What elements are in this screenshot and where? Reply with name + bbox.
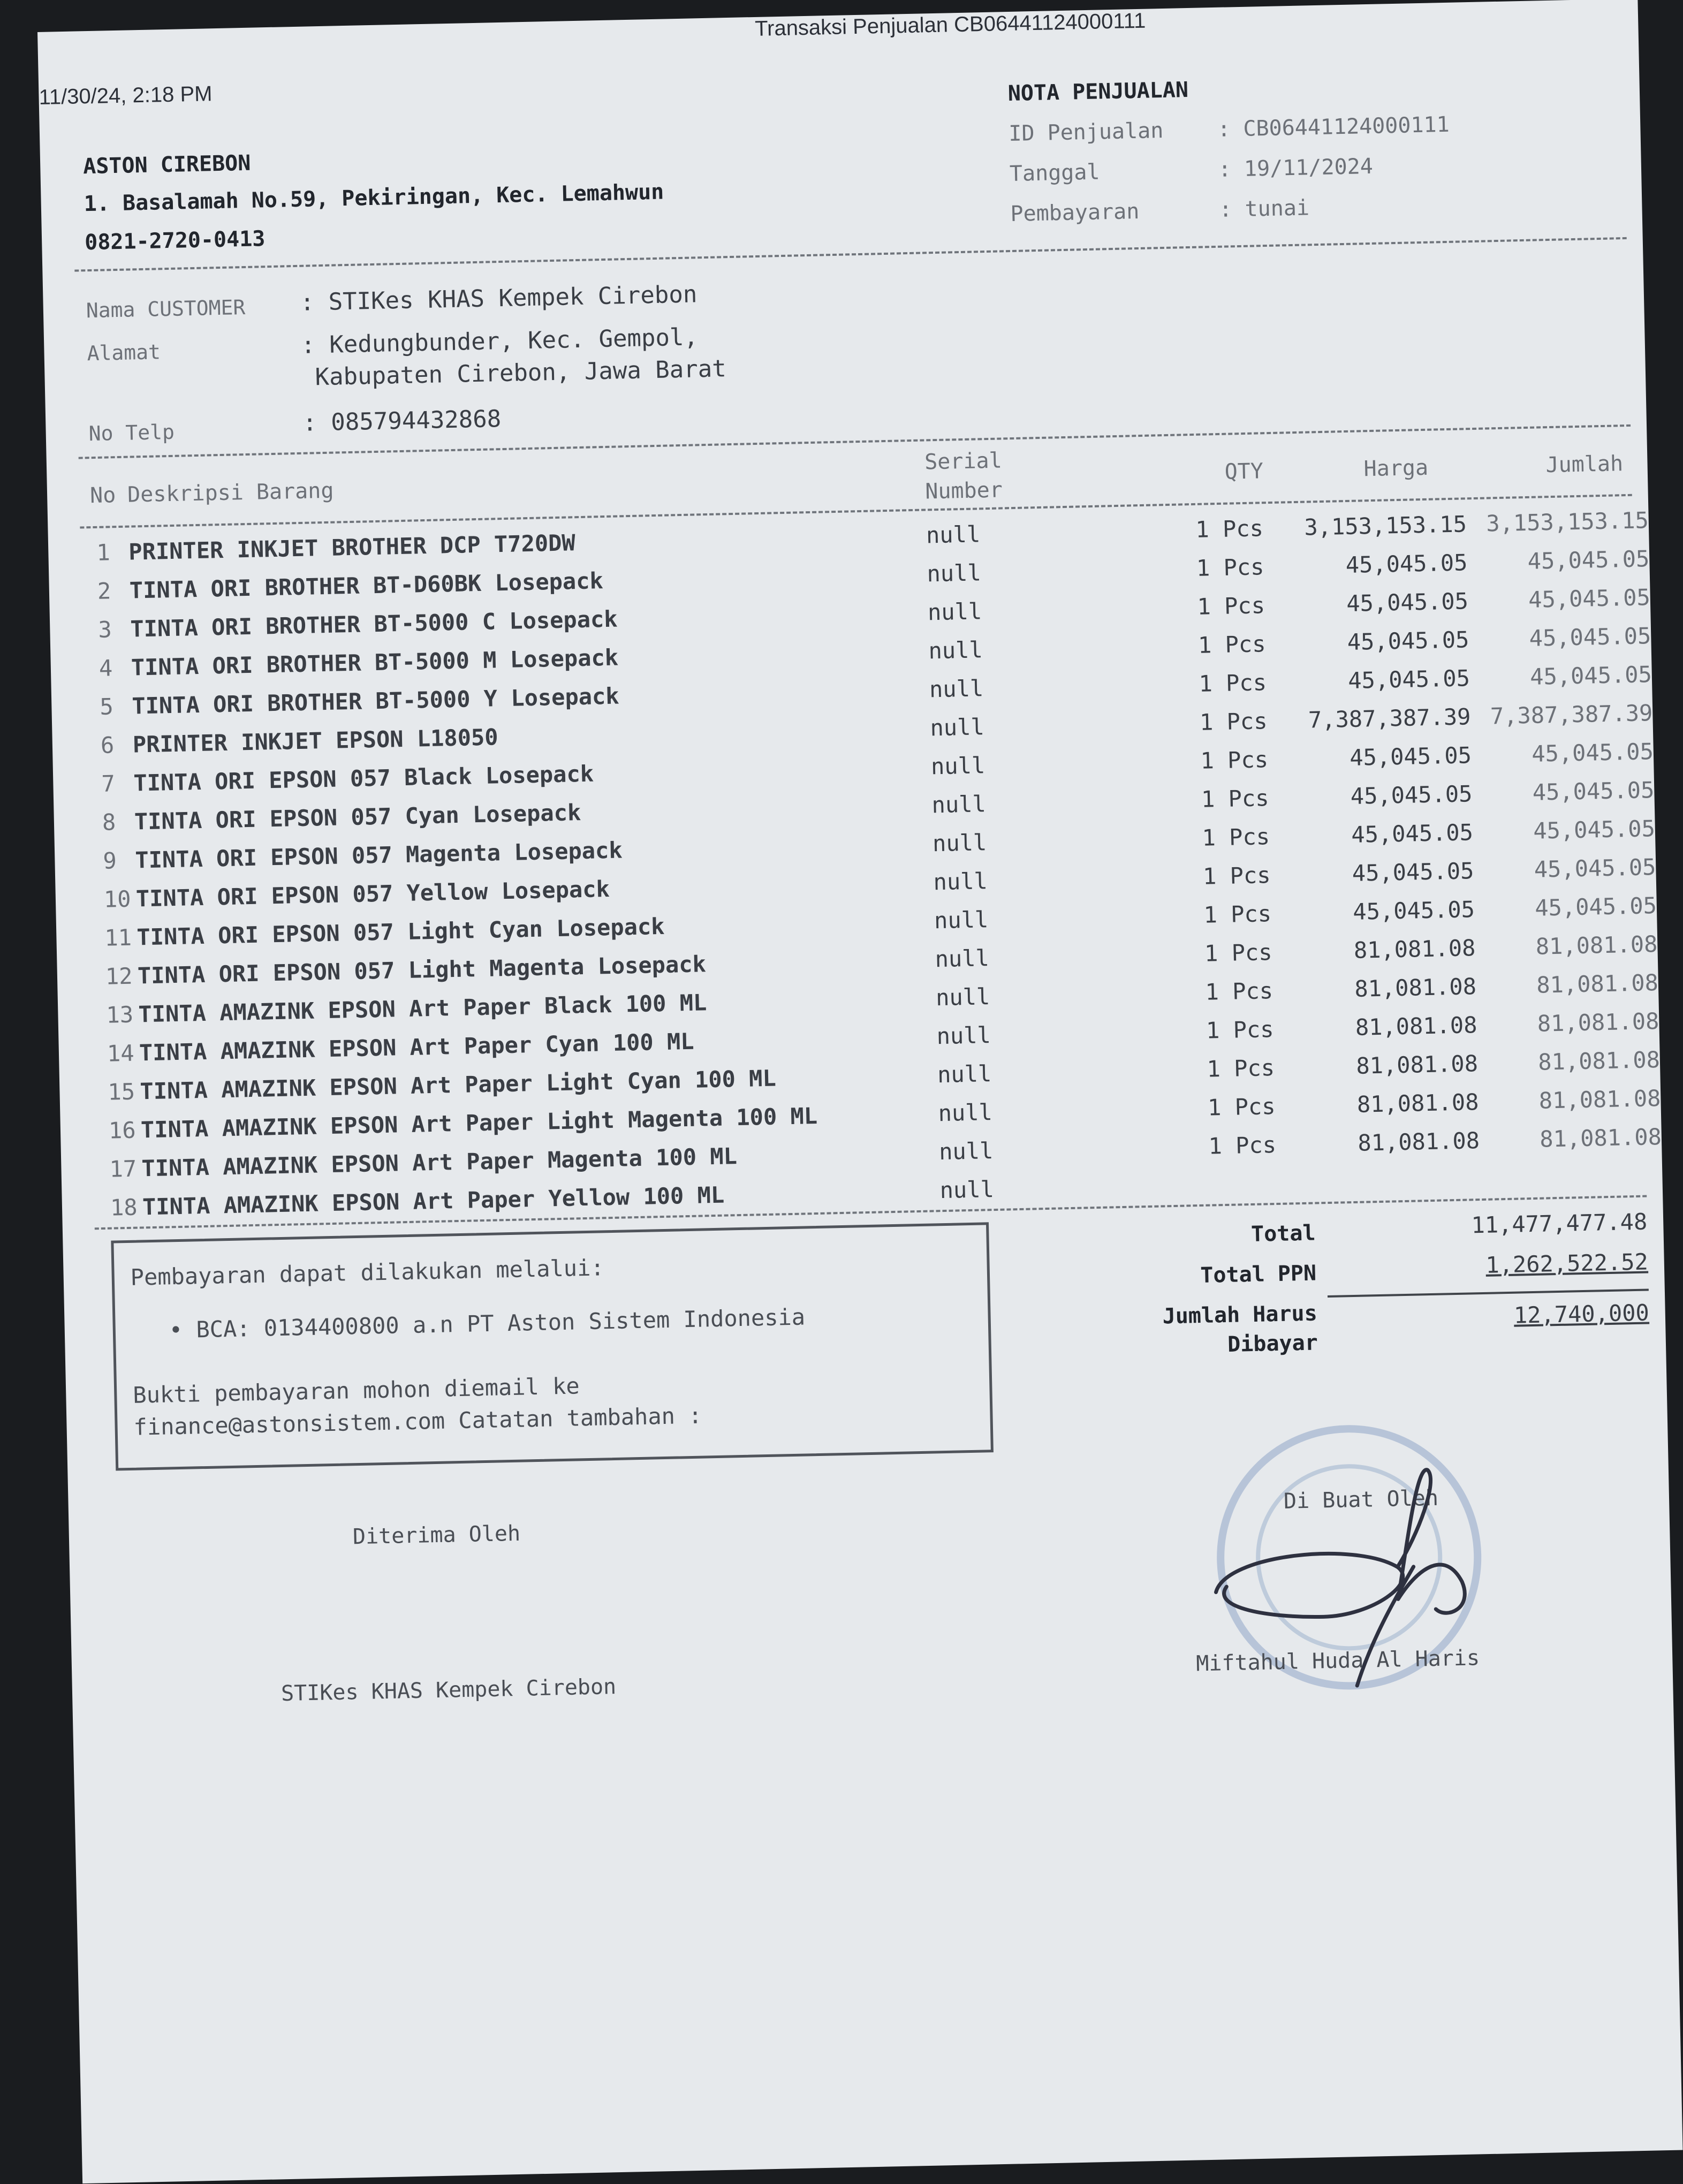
row-description: TINTA ORI BROTHER BT-5000 C Losepack xyxy=(130,605,618,642)
row-description: TINTA ORI EPSON 057 Cyan Losepack xyxy=(134,799,581,835)
row-jumlah: 45,045.05 xyxy=(1527,545,1650,574)
row-jumlah: 81,081.08 xyxy=(1537,1007,1659,1037)
row-no: 7 xyxy=(101,770,116,797)
row-no: 14 xyxy=(107,1040,135,1067)
th-serial-2: Number xyxy=(924,477,1003,504)
row-qty: 1 Pcs xyxy=(1199,708,1268,735)
row-jumlah: 81,081.08 xyxy=(1535,931,1658,960)
row-qty: 1 Pcs xyxy=(1197,592,1265,620)
row-harga: 81,081.08 xyxy=(1355,1050,1479,1079)
nota-date-value: : 19/11/2024 xyxy=(1218,154,1374,182)
customer-address-label: Alamat xyxy=(87,340,161,366)
row-harga: 81,081.08 xyxy=(1354,973,1477,1002)
row-harga: 7,387,387.39 xyxy=(1308,703,1471,733)
due-label-1: Jumlah Harus xyxy=(1162,1301,1318,1329)
row-harga: 81,081.08 xyxy=(1356,1089,1479,1118)
row-qty: 1 Pcs xyxy=(1197,631,1266,658)
row-serial: null xyxy=(936,1022,991,1050)
row-serial: null xyxy=(930,752,985,780)
made-by-label: Di Buat Oleh xyxy=(1283,1485,1439,1514)
row-harga: 45,045.05 xyxy=(1352,896,1475,925)
row-serial: null xyxy=(928,636,983,664)
row-qty: 1 Pcs xyxy=(1195,515,1264,543)
payment-intro: Pembayaran dapat dilakukan melalui: xyxy=(130,1254,605,1291)
row-qty: 1 Pcs xyxy=(1206,1016,1275,1044)
row-harga: 45,045.05 xyxy=(1345,549,1468,579)
row-serial: null xyxy=(927,559,982,587)
row-harga: 81,081.08 xyxy=(1355,1012,1477,1041)
row-description: PRINTER INKJET BROTHER DCP T720DW xyxy=(128,529,576,565)
row-serial: null xyxy=(929,675,984,703)
row-harga: 81,081.08 xyxy=(1357,1127,1480,1156)
row-serial: null xyxy=(935,945,990,973)
row-no: 12 xyxy=(105,962,133,990)
row-qty: 1 Pcs xyxy=(1207,1055,1275,1082)
invoice-paper xyxy=(37,0,1683,2183)
nota-payment-value: : tunai xyxy=(1218,195,1310,222)
row-description: TINTA ORI EPSON 057 Yellow Losepack xyxy=(135,875,610,912)
row-description: TINTA ORI BROTHER BT-5000 Y Losepack xyxy=(131,682,620,719)
row-no: 2 xyxy=(97,578,111,604)
row-jumlah: 3,153,153.15 xyxy=(1485,507,1649,537)
row-jumlah: 7,387,387.39 xyxy=(1490,700,1653,730)
row-qty: 1 Pcs xyxy=(1196,553,1264,581)
th-serial-1: Serial xyxy=(924,448,1003,475)
row-qty: 1 Pcs xyxy=(1202,823,1270,851)
row-serial: null xyxy=(935,983,990,1011)
nota-payment-label: Pembayaran xyxy=(1010,199,1140,227)
row-description: TINTA AMAZINK EPSON Art Paper Black 100 ML xyxy=(138,989,707,1028)
ppn-label: Total PPN xyxy=(1200,1261,1317,1288)
row-description: TINTA AMAZINK EPSON Art Paper Yellow 100 ML xyxy=(142,1181,725,1220)
row-no: 5 xyxy=(99,693,114,720)
shop-address: 1. Basalamah No.59, Pekiringan, Kec. Lemahwun xyxy=(84,179,664,217)
received-by-label: Diterima Oleh xyxy=(352,1521,521,1550)
row-jumlah: 45,045.05 xyxy=(1529,661,1652,690)
row-qty: 1 Pcs xyxy=(1202,862,1271,890)
payment-info-box xyxy=(111,1222,994,1470)
due-label-2: Dibayar xyxy=(1227,1330,1318,1357)
row-jumlah: 81,081.08 xyxy=(1536,969,1659,998)
customer-name-value: : STIKes KHAS Kempek Cirebon xyxy=(300,280,698,316)
row-qty: 1 Pcs xyxy=(1199,669,1267,697)
th-desc: Deskripsi Barang xyxy=(127,478,334,507)
ppn-value: 1,262,522.52 xyxy=(1485,1248,1649,1278)
row-description: TINTA AMAZINK EPSON Art Paper Light Magenta 100 ML xyxy=(140,1102,818,1143)
shop-name: ASTON CIREBON xyxy=(82,150,251,179)
nota-title: NOTA PENJUALAN xyxy=(1007,78,1189,107)
row-serial: null xyxy=(939,1176,995,1204)
row-serial: null xyxy=(934,906,989,934)
row-no: 9 xyxy=(102,847,117,874)
row-no: 6 xyxy=(100,732,115,759)
row-qty: 1 Pcs xyxy=(1203,900,1272,928)
row-serial: null xyxy=(937,1060,992,1088)
row-serial: null xyxy=(927,598,982,626)
nota-id-label: ID Penjualan xyxy=(1008,118,1164,147)
row-description: TINTA ORI EPSON 057 Black Losepack xyxy=(133,760,594,797)
row-no: 15 xyxy=(107,1078,135,1105)
row-harga: 45,045.05 xyxy=(1346,588,1469,617)
row-no: 11 xyxy=(104,924,132,951)
print-timestamp: 11/30/24, 2:18 PM xyxy=(39,82,213,109)
th-harga: Harga xyxy=(1363,455,1429,482)
row-no: 18 xyxy=(110,1194,138,1221)
row-no: 17 xyxy=(109,1155,137,1182)
row-jumlah: 81,081.08 xyxy=(1538,1085,1661,1114)
row-serial: null xyxy=(938,1099,993,1127)
row-no: 4 xyxy=(98,655,113,681)
row-serial: null xyxy=(932,829,987,857)
total-value: 11,477,477.48 xyxy=(1471,1208,1648,1239)
divider-top xyxy=(74,237,1626,272)
print-page-title: Transaksi Penjualan CB06441124000111 xyxy=(754,9,1146,41)
payment-note-1: Bukti pembayaran mohon diemail ke xyxy=(132,1372,580,1408)
payment-bank: • BCA: 0134400800 a.n PT Aston Sistem Indonesia xyxy=(169,1303,806,1344)
row-harga: 45,045.05 xyxy=(1352,858,1474,886)
row-serial: null xyxy=(938,1138,994,1165)
row-qty: 1 Pcs xyxy=(1201,785,1269,813)
received-by-name: STIKes KHAS Kempek Cirebon xyxy=(280,1674,617,1707)
row-description: TINTA AMAZINK EPSON Art Paper Cyan 100 ML xyxy=(139,1028,694,1066)
nota-date-label: Tanggal xyxy=(1009,160,1100,187)
row-harga: 45,045.05 xyxy=(1351,819,1474,848)
row-jumlah: 81,081.08 xyxy=(1539,1123,1662,1152)
row-jumlah: 45,045.05 xyxy=(1529,623,1651,651)
row-no: 1 xyxy=(96,539,111,566)
row-qty: 1 Pcs xyxy=(1205,977,1273,1005)
customer-phone-label: No Telp xyxy=(88,420,175,446)
row-serial: null xyxy=(926,521,981,549)
row-harga: 45,045.05 xyxy=(1349,742,1472,771)
row-description: PRINTER INKJET EPSON L18050 xyxy=(132,724,499,758)
customer-address-line1: : Kedungbunder, Kec. Gempol, xyxy=(300,323,699,359)
customer-address-line2: Kabupaten Cirebon, Jawa Barat xyxy=(315,355,727,391)
row-harga: 45,045.05 xyxy=(1347,665,1470,694)
row-description: TINTA AMAZINK EPSON Art Paper Magenta 100 ML xyxy=(141,1143,738,1182)
total-label: Total xyxy=(1250,1220,1316,1247)
payment-note-2: finance@astonsistem.com Catatan tambahan : xyxy=(133,1402,702,1440)
row-description: TINTA ORI EPSON 057 Magenta Losepack xyxy=(134,837,623,874)
row-description: TINTA ORI BROTHER BT-5000 M Losepack xyxy=(131,644,619,681)
row-description: TINTA AMAZINK EPSON Art Paper Light Cyan 100 ML xyxy=(139,1065,777,1105)
shop-phone: 0821-2720-0413 xyxy=(84,226,266,255)
row-serial: null xyxy=(931,791,987,818)
row-no: 3 xyxy=(97,616,112,643)
row-jumlah: 81,081.08 xyxy=(1537,1046,1661,1075)
row-qty: 1 Pcs xyxy=(1207,1093,1276,1121)
row-harga: 81,081.08 xyxy=(1353,935,1476,964)
nota-id-value: : CB06441124000111 xyxy=(1217,112,1450,142)
row-qty: 1 Pcs xyxy=(1200,746,1269,774)
row-jumlah: 45,045.05 xyxy=(1532,777,1655,806)
customer-phone-value: : 085794432868 xyxy=(302,405,502,437)
row-description: TINTA ORI EPSON 057 Light Magenta Losepack xyxy=(137,951,707,989)
row-jumlah: 45,045.05 xyxy=(1533,815,1656,844)
total-rule xyxy=(1328,1288,1649,1298)
row-harga: 3,153,153.15 xyxy=(1303,511,1467,541)
th-no: No xyxy=(89,483,116,509)
row-jumlah: 45,045.05 xyxy=(1531,738,1654,767)
row-qty: 1 Pcs xyxy=(1204,939,1273,967)
row-no: 8 xyxy=(102,809,116,836)
due-value: 12,740,000 xyxy=(1513,1299,1650,1329)
row-no: 13 xyxy=(105,1001,134,1028)
row-serial: null xyxy=(930,714,985,741)
row-serial: null xyxy=(933,868,988,896)
row-description: TINTA ORI EPSON 057 Light Cyan Losepack xyxy=(136,913,665,951)
row-qty: 1 Pcs xyxy=(1208,1131,1277,1159)
row-no: 16 xyxy=(108,1117,137,1144)
row-jumlah: 45,045.05 xyxy=(1534,854,1656,883)
row-no: 10 xyxy=(103,885,132,913)
row-harga: 45,045.05 xyxy=(1350,780,1473,809)
th-jumlah: Jumlah xyxy=(1545,451,1624,478)
row-jumlah: 45,045.05 xyxy=(1528,584,1651,613)
row-jumlah: 45,045.05 xyxy=(1534,892,1657,921)
row-description: TINTA ORI BROTHER BT-D60BK Losepack xyxy=(129,567,604,604)
made-by-name: Miftahul Huda Al Haris xyxy=(1195,1645,1480,1677)
customer-name-label: Nama CUSTOMER xyxy=(86,295,246,323)
th-qty: QTY xyxy=(1224,459,1264,484)
row-harga: 45,045.05 xyxy=(1347,626,1469,656)
